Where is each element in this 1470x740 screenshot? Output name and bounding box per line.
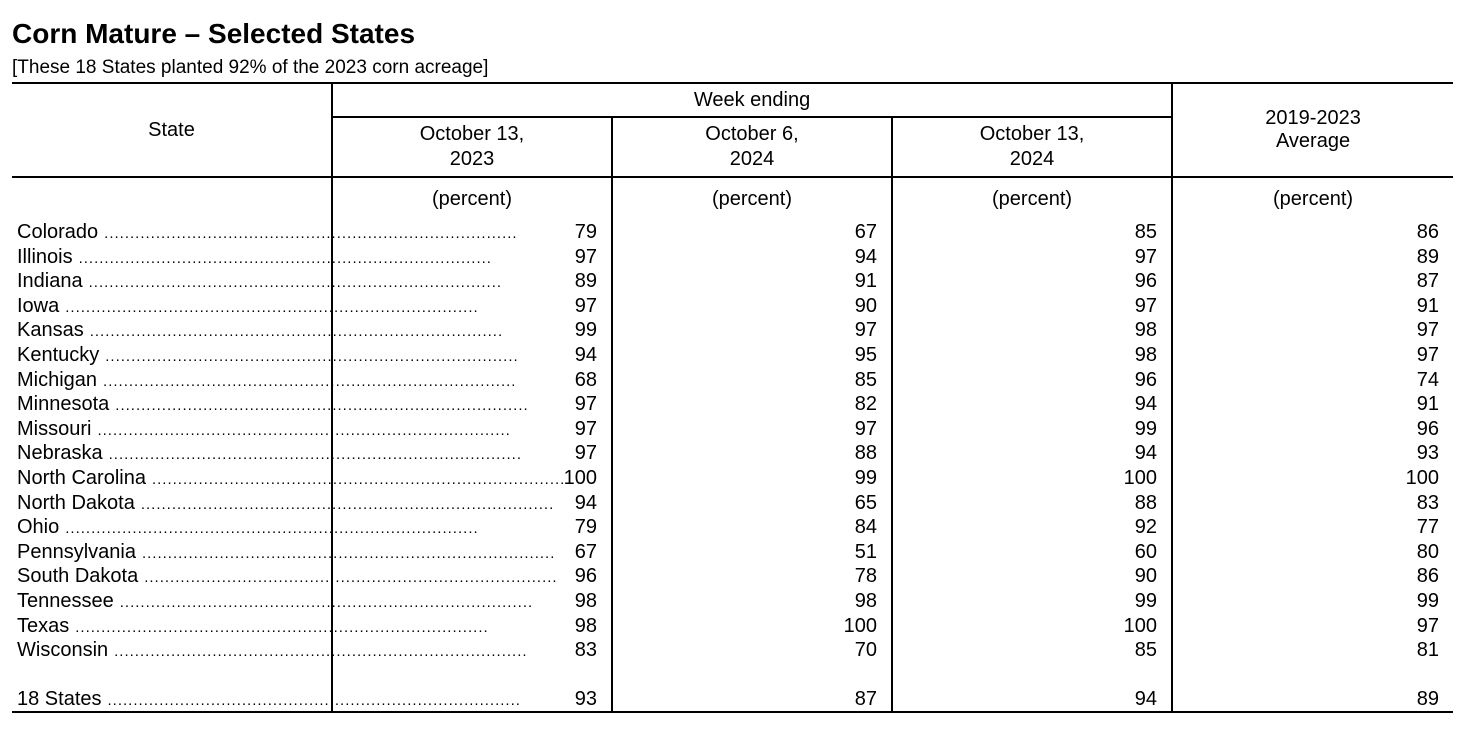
dot-leader: ................................................................................ — [78, 249, 492, 267]
state-name: Iowa — [17, 294, 60, 317]
average-value: 99 — [1172, 589, 1453, 614]
dot-leader: ................................................................................ — [65, 520, 479, 538]
oct13-2024-value: 85 — [892, 638, 1172, 663]
state-cell — [12, 589, 534, 614]
dot-leader: ................................................................................ — [107, 691, 521, 709]
state-cell — [12, 417, 511, 442]
week-ending-header: Week ending — [332, 83, 1172, 117]
dot-leader: ................................................................................ — [89, 323, 504, 341]
oct13-2023-value: 89 — [332, 269, 612, 294]
col1-header-line2: 2023 — [449, 148, 495, 170]
state-name: 18 States — [17, 687, 102, 710]
oct6-2024-value: 98 — [612, 589, 892, 614]
oct13-2024-value: 60 — [892, 540, 1172, 565]
oct13-2024-value: 90 — [892, 564, 1172, 589]
average-value: 87 — [1172, 269, 1453, 294]
oct13-2023-value: 97 — [332, 294, 612, 319]
table-row — [12, 294, 1453, 319]
unit-label: (percent) — [1172, 177, 1453, 220]
col-oct6-2024-header — [612, 117, 892, 177]
spacer-row — [12, 663, 1453, 687]
col2-header-line1: October 6, — [705, 123, 799, 145]
state-name: Illinois — [17, 245, 73, 268]
state-cell — [12, 515, 479, 540]
average-value: 97 — [1172, 318, 1453, 343]
spacer-cell — [332, 663, 612, 687]
col2-header-line2: 2024 — [729, 148, 775, 170]
page-title: Corn Mature – Selected States — [12, 18, 416, 49]
oct13-2023-value: 98 — [332, 614, 612, 639]
state-name: Colorado — [17, 221, 99, 243]
state-cell — [12, 614, 489, 639]
oct13-2023-value: 96 — [332, 564, 612, 589]
oct13-2024-value: 100 — [892, 466, 1172, 491]
average-value: 77 — [1172, 515, 1453, 540]
col3-header-line2: 2024 — [1009, 148, 1055, 170]
oct13-2023-value: 67 — [332, 540, 612, 565]
oct13-2023-value: 83 — [332, 638, 612, 663]
oct13-2024-value: 98 — [892, 343, 1172, 368]
state-cell — [12, 368, 517, 393]
table-row — [12, 269, 1453, 294]
table-row — [12, 245, 1453, 270]
state-cell — [12, 245, 492, 270]
state-name: Minnesota — [17, 393, 110, 416]
oct13-2024-value: 94 — [892, 687, 1172, 712]
col-oct13-2023-header — [332, 117, 612, 177]
unit-label: (percent) — [612, 177, 892, 220]
table-row — [12, 564, 1453, 589]
average-value: 100 — [1172, 466, 1453, 491]
oct13-2023-value: 97 — [332, 245, 612, 270]
oct6-2024-value: 70 — [612, 638, 892, 663]
dot-leader: ................................................................................ — [114, 643, 528, 661]
average-value: 97 — [1172, 614, 1453, 639]
table-row — [12, 491, 1453, 516]
average-column-header — [1172, 83, 1453, 177]
state-cell — [12, 491, 555, 516]
average-value: 91 — [1172, 294, 1453, 319]
unit-row — [12, 177, 1453, 220]
oct13-2023-value: 68 — [332, 368, 612, 393]
state-name: South Dakota — [17, 565, 139, 588]
state-name: Nebraska — [17, 442, 103, 465]
oct6-2024-value: 87 — [612, 687, 892, 712]
average-value: 93 — [1172, 441, 1453, 466]
table-row — [12, 343, 1453, 368]
table-row — [12, 368, 1453, 393]
spacer-cell — [612, 663, 892, 687]
table-row — [12, 392, 1453, 417]
oct6-2024-value: 65 — [612, 491, 892, 516]
oct13-2024-value: 92 — [892, 515, 1172, 540]
oct6-2024-value: 84 — [612, 515, 892, 540]
dot-leader: ................................................................................ — [97, 421, 511, 439]
oct6-2024-value: 100 — [612, 614, 892, 639]
state-name: Wisconsin — [17, 639, 109, 662]
average-value: 74 — [1172, 368, 1453, 393]
average-value: 86 — [1172, 564, 1453, 589]
oct6-2024-value: 51 — [612, 540, 892, 565]
table-row — [12, 441, 1453, 466]
oct13-2023-value: 97 — [332, 392, 612, 417]
state-cell — [12, 638, 528, 663]
state-name: Pennsylvania — [17, 540, 136, 563]
dot-leader: ................................................................................ — [141, 544, 556, 562]
state-cell — [12, 269, 503, 294]
state-cell — [12, 540, 556, 565]
state-cell — [12, 441, 523, 466]
average-value: 81 — [1172, 638, 1453, 663]
dot-leader: ................................................................................ — [88, 274, 503, 292]
dot-leader: ................................................................................ — [140, 495, 555, 513]
oct13-2024-value: 97 — [892, 294, 1172, 319]
state-name: Indiana — [17, 270, 83, 293]
state-name: North Carolina — [17, 466, 146, 489]
table-row — [12, 220, 1453, 245]
oct13-2023-value: 94 — [332, 491, 612, 516]
oct6-2024-value: 67 — [612, 220, 892, 245]
oct13-2024-value: 85 — [892, 220, 1172, 245]
state-cell — [12, 318, 504, 343]
dot-leader: ................................................................................ — [144, 569, 558, 587]
oct13-2024-value: 99 — [892, 589, 1172, 614]
oct13-2023-value: 93 — [332, 687, 612, 712]
oct13-2024-value: 88 — [892, 491, 1172, 516]
oct13-2023-value: 97 — [332, 417, 612, 442]
state-name: Michigan — [17, 368, 98, 391]
oct13-2023-value: 79 — [332, 515, 612, 540]
state-cell — [12, 564, 558, 589]
average-value: 83 — [1172, 491, 1453, 516]
col1-header-line1: October 13, — [419, 123, 525, 145]
state-cell — [12, 294, 479, 319]
spacer-cell — [892, 663, 1172, 687]
average-value: 91 — [1172, 392, 1453, 417]
spacer-cell — [12, 663, 332, 687]
state-cell — [12, 466, 566, 491]
oct13-2024-value: 99 — [892, 417, 1172, 442]
dot-leader: ................................................................................ — [104, 225, 518, 242]
oct13-2024-value: 98 — [892, 318, 1172, 343]
dot-leader: ................................................................................ — [65, 298, 479, 316]
dot-leader: ................................................................................ — [119, 593, 534, 611]
dot-leader: ................................................................................ — [103, 372, 517, 390]
table-row — [12, 417, 1453, 442]
table-row — [12, 638, 1453, 663]
oct6-2024-value: 97 — [612, 417, 892, 442]
average-header-line1: 2019-2023 — [1265, 107, 1361, 129]
state-cell — [12, 687, 521, 712]
oct13-2024-value: 94 — [892, 441, 1172, 466]
average-value: 86 — [1172, 220, 1453, 245]
state-name: Kansas — [17, 319, 84, 342]
dot-leader: ................................................................................ — [105, 347, 519, 365]
table-row — [12, 614, 1453, 639]
total-row — [12, 687, 1453, 712]
table-row — [12, 540, 1453, 565]
oct6-2024-value: 99 — [612, 466, 892, 491]
unit-label: (percent) — [332, 177, 612, 220]
table-row — [12, 515, 1453, 540]
state-cell — [12, 343, 519, 368]
state-name: North Dakota — [17, 491, 135, 514]
corn-mature-table — [12, 82, 1453, 713]
state-name: Tennessee — [17, 589, 114, 612]
dot-leader: ................................................................................ — [108, 446, 523, 464]
spacer-cell — [1172, 663, 1453, 687]
state-name: Ohio — [17, 516, 60, 539]
state-cell — [12, 392, 529, 417]
oct13-2023-value: 97 — [332, 441, 612, 466]
state-name: Missouri — [17, 417, 92, 440]
average-value: 89 — [1172, 245, 1453, 270]
dot-leader: ................................................................................ — [151, 470, 566, 488]
dot-leader: ................................................................................ — [75, 618, 489, 636]
page-subtitle: [These 18 States planted 92% of the 2023 corn acreage] — [12, 57, 489, 78]
oct6-2024-value: 94 — [612, 245, 892, 270]
col-oct13-2024-header — [892, 117, 1172, 177]
oct13-2024-value: 94 — [892, 392, 1172, 417]
oct6-2024-value: 91 — [612, 269, 892, 294]
state-cell — [12, 220, 518, 245]
table-row — [12, 466, 1453, 491]
col3-header-line1: October 13, — [979, 123, 1085, 145]
average-value: 80 — [1172, 540, 1453, 565]
oct6-2024-value: 85 — [612, 368, 892, 393]
average-header-line2: Average — [1275, 130, 1351, 152]
oct13-2023-value: 100 — [332, 466, 612, 491]
state-name: Texas — [17, 614, 70, 637]
unit-cell-empty — [12, 177, 332, 220]
state-column-header: State — [12, 83, 332, 177]
oct13-2024-value: 97 — [892, 245, 1172, 270]
oct6-2024-value: 78 — [612, 564, 892, 589]
oct13-2023-value: 98 — [332, 589, 612, 614]
oct13-2024-value: 96 — [892, 269, 1172, 294]
oct13-2023-value: 94 — [332, 343, 612, 368]
oct13-2023-value: 99 — [332, 318, 612, 343]
oct6-2024-value: 95 — [612, 343, 892, 368]
oct13-2024-value: 96 — [892, 368, 1172, 393]
table-row — [12, 318, 1453, 343]
oct6-2024-value: 97 — [612, 318, 892, 343]
average-value: 89 — [1172, 687, 1453, 712]
table-row — [12, 589, 1453, 614]
oct6-2024-value: 90 — [612, 294, 892, 319]
oct13-2024-value: 100 — [892, 614, 1172, 639]
oct6-2024-value: 82 — [612, 392, 892, 417]
average-value: 97 — [1172, 343, 1453, 368]
unit-label: (percent) — [892, 177, 1172, 220]
oct13-2023-value: 79 — [332, 220, 612, 245]
state-name: Kentucky — [17, 343, 100, 366]
average-value: 96 — [1172, 417, 1453, 442]
oct6-2024-value: 88 — [612, 441, 892, 466]
dot-leader: ................................................................................ — [115, 397, 529, 415]
